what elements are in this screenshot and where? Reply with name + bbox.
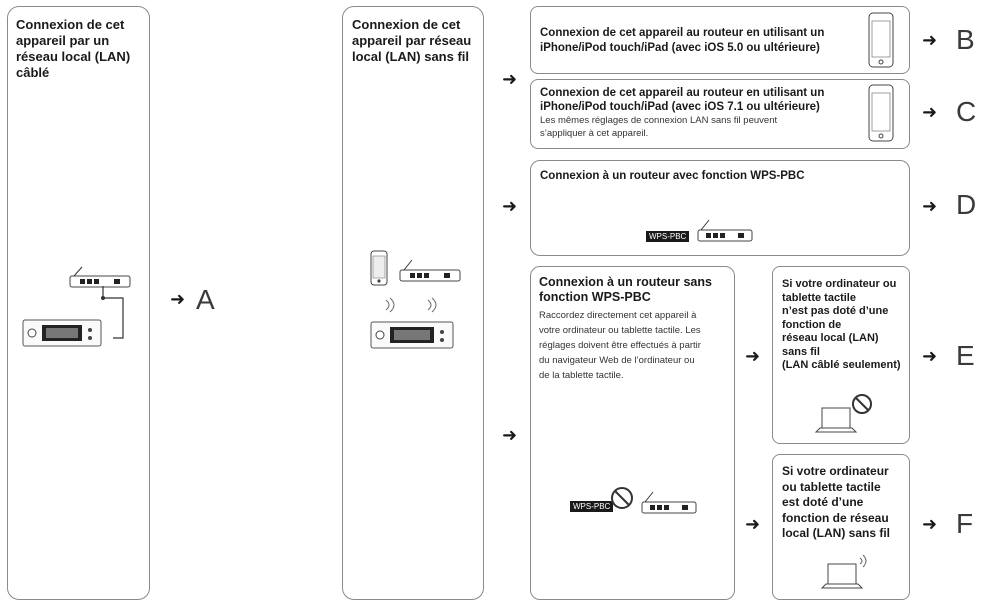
option-d-letter: D xyxy=(956,189,977,220)
option-c-title-line: Connexion de cet appareil au routeur en utilisant un xyxy=(540,87,825,99)
option-b-title-line: iPhone/iPod touch/iPad (avec iOS 5.0 ou ultérieure) xyxy=(540,42,820,54)
arrow-icon: ➜ xyxy=(502,425,518,445)
arrow-icon: ➜ xyxy=(170,289,186,309)
no-wps-desc-line: de la tablette tactile. xyxy=(539,370,624,381)
arrow-icon: ➜ xyxy=(922,346,938,366)
option-e-letter: E xyxy=(956,340,975,371)
option-f-letter: F xyxy=(956,508,974,539)
laptop-wifi-icon xyxy=(818,552,874,592)
arrow-icon: ➜ xyxy=(922,30,938,50)
wifi-waves-icon xyxy=(380,296,450,314)
arrow-icon: ➜ xyxy=(922,102,938,122)
wireless-title-line: appareil par réseau xyxy=(352,33,472,48)
wps-pbc-label: WPS-PBC xyxy=(646,231,689,242)
option-c-letter: C xyxy=(956,96,977,127)
wireless-router-icon xyxy=(398,258,464,284)
laptop-no-wifi-icon xyxy=(812,392,876,438)
wireless-title-line: Connexion de cet xyxy=(352,17,461,32)
option-f-line: fonction de réseau xyxy=(782,510,889,525)
arrow-icon: ➜ xyxy=(922,514,938,534)
wired-title-line: câblé xyxy=(16,65,50,80)
wired-lan-title xyxy=(16,17,130,81)
no-wps-description xyxy=(539,308,701,383)
arrow-icon: ➜ xyxy=(922,196,938,216)
prohibited-icon xyxy=(610,486,634,510)
option-d-title: Connexion à un routeur avec fonction WPS-PBC xyxy=(540,170,805,182)
iphone-icon xyxy=(868,84,894,142)
option-f-line: est doté d’une xyxy=(782,495,864,509)
wireless-title-line: local (LAN) sans fil xyxy=(352,49,470,64)
arrow-icon: ➜ xyxy=(502,196,518,216)
no-wps-title xyxy=(539,275,712,305)
option-c-desc-line: s’appliquer à cet appareil. xyxy=(540,128,649,139)
wps-pbc-label: WPS-PBC xyxy=(570,501,613,512)
iphone-icon xyxy=(868,12,894,68)
option-c-description xyxy=(540,114,777,140)
option-f-text xyxy=(782,464,890,542)
no-wps-title-line: fonction WPS-PBC xyxy=(539,290,651,304)
arrow-icon: ➜ xyxy=(745,514,761,534)
smartphone-icon xyxy=(370,250,388,286)
option-c-title-line: iPhone/iPod touch/iPad (avec iOS 7.1 ou ultérieure) xyxy=(540,101,820,113)
option-e-line: réseau local (LAN) xyxy=(782,332,879,344)
option-e-line: Si votre ordinateur ou xyxy=(782,278,897,290)
option-c-title xyxy=(540,86,824,114)
option-f-line: ou tablette tactile xyxy=(782,479,881,494)
no-wps-desc-line: Raccordez directement cet appareil à xyxy=(539,310,697,321)
option-e-line: fonction de xyxy=(782,318,842,331)
option-f-line: Si votre ordinateur xyxy=(782,464,889,478)
wired-title-line: appareil par un xyxy=(16,33,110,48)
no-wps-title-line: Connexion à un routeur sans xyxy=(539,275,712,289)
option-b-title xyxy=(540,26,824,56)
wired-title-line: réseau local (LAN) xyxy=(16,49,131,64)
no-wps-desc-line: du navigateur Web de l’ordinateur ou xyxy=(539,355,695,366)
option-e-line: tablette tactile xyxy=(782,291,856,304)
option-e-line: (LAN câblé seulement) xyxy=(782,359,901,371)
arrow-icon: ➜ xyxy=(502,69,518,89)
wireless-lan-title xyxy=(352,17,471,65)
router-icon xyxy=(640,490,700,516)
option-b-letter: B xyxy=(956,24,975,55)
option-b-title-line: Connexion de cet appareil au routeur en utilisant un xyxy=(540,27,825,39)
option-e-line: n’est pas doté d’une xyxy=(782,305,889,317)
option-e-text xyxy=(782,278,901,373)
wired-title-line: Connexion de cet xyxy=(16,17,125,32)
no-wps-desc-line: votre ordinateur ou tablette tactile. Les xyxy=(539,325,701,336)
option-f-line: local (LAN) sans fil xyxy=(782,526,891,540)
lan-cable-icon xyxy=(95,284,135,344)
option-a-letter: A xyxy=(196,284,215,315)
no-wps-desc-line: réglages doivent être effectués à partir xyxy=(539,340,701,351)
option-e-line: sans fil xyxy=(782,345,820,358)
router-icon xyxy=(696,218,756,244)
network-player-icon xyxy=(370,320,470,352)
option-c-desc-line: Les mêmes réglages de connexion LAN sans fil peuvent xyxy=(540,115,778,126)
arrow-icon: ➜ xyxy=(745,346,761,366)
